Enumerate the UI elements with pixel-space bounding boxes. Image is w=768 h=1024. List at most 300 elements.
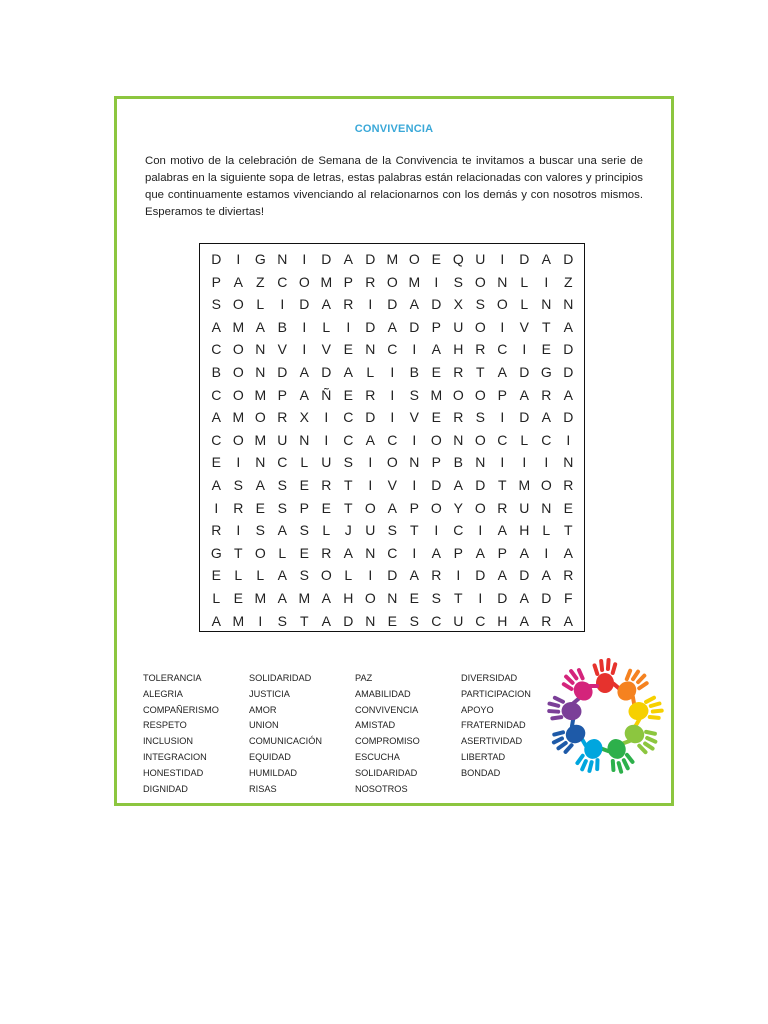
grid-letter: T	[234, 544, 243, 561]
grid-letter: I	[368, 454, 373, 471]
grid-letter: N	[365, 612, 376, 629]
grid-letter: O	[232, 386, 244, 403]
grid-letter: A	[475, 544, 485, 561]
grid-letter: C	[211, 341, 222, 358]
grid-letter: H	[497, 612, 508, 629]
grid-letter: B	[211, 364, 221, 380]
grid-letter: I	[544, 544, 549, 561]
grid-letter: O	[254, 544, 266, 561]
grid-letter: S	[299, 522, 309, 539]
grid-letter: E	[255, 499, 265, 516]
grid-letter: A	[211, 477, 221, 493]
grid-letter: A	[519, 386, 529, 403]
grid-letter: S	[277, 499, 287, 516]
grid-letter: D	[387, 296, 398, 313]
grid-letter: N	[277, 251, 288, 267]
grid-letter: I	[500, 318, 505, 335]
grid-letter: U	[277, 431, 288, 448]
grid-letter: S	[453, 273, 463, 290]
grid-letter: H	[519, 522, 530, 539]
grid-letter: A	[519, 612, 529, 629]
grid-row	[206, 587, 578, 609]
grid-letter: I	[434, 273, 439, 290]
grid-letter: T	[454, 590, 463, 606]
worksheet	[114, 96, 674, 806]
grid-letter: U	[519, 499, 530, 516]
grid-letter: V	[409, 409, 419, 426]
grid-letter: I	[522, 454, 527, 471]
grid-letter: P	[497, 386, 507, 403]
grid-letter: C	[211, 431, 222, 448]
grid-letter: A	[541, 251, 551, 267]
grid-letter: E	[211, 567, 221, 584]
grid-letter: S	[409, 612, 419, 629]
word-item: APOYO	[461, 704, 494, 715]
grid-letter: M	[232, 612, 245, 629]
grid-letter: O	[474, 499, 486, 516]
grid-letter: R	[321, 477, 332, 493]
word-item: JUSTICIA	[249, 688, 290, 699]
grid-row	[206, 564, 578, 586]
grid-letter: N	[255, 341, 266, 358]
grid-letter: C	[387, 341, 398, 358]
word-item: TOLERANCIA	[143, 673, 202, 683]
grid-row	[206, 384, 578, 406]
grid-row	[206, 610, 578, 632]
grid-letter: I	[478, 590, 483, 606]
grid-letter: T	[564, 522, 573, 539]
word-item: AMABILIDAD	[355, 688, 411, 699]
word-column	[355, 671, 420, 797]
grid-letter: F	[564, 590, 573, 606]
grid-letter: O	[364, 499, 376, 516]
grid-letter: V	[277, 341, 287, 358]
grid-letter: D	[321, 364, 332, 380]
word-item: DIVERSIDAD	[461, 673, 518, 683]
grid-letter: O	[540, 477, 552, 493]
grid-letter: I	[412, 341, 417, 358]
word-item: RESPETO	[143, 720, 187, 731]
grid-letter: Z	[564, 273, 573, 290]
grid-letter: I	[368, 477, 373, 493]
grid-letter: M	[408, 273, 421, 290]
grid-row	[206, 474, 578, 496]
grid-letter: R	[233, 499, 244, 516]
grid-letter: I	[500, 251, 505, 267]
grid-letter: D	[365, 251, 376, 267]
grid-letter: H	[343, 590, 354, 606]
grid-letter: A	[387, 499, 397, 516]
grid-letter: T	[344, 477, 353, 493]
grid-letter: I	[214, 499, 219, 516]
grid-letter: N	[299, 431, 310, 448]
grid-letter: P	[431, 318, 441, 335]
grid-letter: C	[475, 612, 486, 629]
grid-letter: T	[476, 364, 485, 380]
word-item: COMPROMISO	[355, 736, 420, 747]
grid-letter: R	[563, 567, 574, 584]
grid-letter: L	[256, 567, 265, 584]
grid-letter: T	[300, 612, 309, 629]
grid-letter: L	[234, 567, 243, 584]
grid-letter: V	[387, 477, 397, 493]
word-column	[461, 671, 531, 782]
grid-letter: C	[343, 409, 354, 426]
grid-letter: A	[497, 522, 507, 539]
grid-letter: I	[324, 431, 329, 448]
grid-letter: A	[541, 409, 551, 426]
page-title: CONVIVENCIA	[354, 123, 434, 135]
grid-letter: A	[563, 544, 573, 561]
grid-letter: T	[344, 499, 353, 516]
grid-letter: L	[344, 567, 353, 584]
grid-row	[206, 406, 578, 428]
grid-letter: M	[254, 386, 267, 403]
grid-letter: U	[475, 251, 486, 267]
grid-letter: B	[453, 454, 463, 471]
grid-row	[206, 271, 578, 293]
grid-letter: A	[277, 522, 287, 539]
grid-letter: O	[496, 296, 508, 313]
grid-letter: D	[387, 567, 398, 584]
grid-letter: C	[497, 341, 508, 358]
grid-letter: E	[563, 499, 573, 516]
word-item: COMPAÑERISMO	[143, 704, 219, 715]
grid-letter: A	[343, 364, 353, 380]
grid-letter: C	[541, 431, 552, 448]
grid-letter: M	[254, 431, 267, 448]
grid-letter: N	[497, 273, 508, 290]
grid-letter: N	[541, 296, 552, 313]
grid-letter: L	[212, 590, 221, 606]
grid-row	[206, 316, 578, 338]
grid-letter: A	[211, 318, 221, 335]
grid-letter: R	[541, 612, 552, 629]
grid-letter: I	[522, 341, 527, 358]
grid-letter: N	[541, 499, 552, 516]
grid-letter: R	[497, 499, 508, 516]
grid-letter: A	[497, 567, 507, 584]
grid-letter: P	[299, 499, 309, 516]
grid-letter: Z	[256, 273, 265, 290]
colorful-hands-logo	[545, 647, 665, 781]
grid-letter: R	[541, 386, 552, 403]
grid-letter: D	[431, 296, 442, 313]
grid-row	[206, 542, 578, 564]
grid-letter: R	[321, 544, 332, 561]
grid-letter: A	[233, 273, 243, 290]
grid-row	[206, 451, 578, 473]
word-item: INTEGRACION	[143, 751, 207, 762]
grid-letter: T	[498, 477, 507, 493]
grid-letter: S	[255, 522, 265, 539]
grid-letter: L	[542, 522, 551, 539]
grid-letter: M	[518, 477, 531, 493]
grid-letter: C	[453, 522, 464, 539]
grid-letter: A	[497, 364, 507, 380]
grid-letter: N	[563, 454, 574, 471]
grid-letter: N	[453, 431, 464, 448]
grid-letter: O	[320, 567, 332, 584]
grid-letter: I	[544, 273, 549, 290]
word-item: RISAS	[249, 783, 277, 794]
grid-letter: I	[236, 251, 241, 267]
grid-letter: O	[232, 364, 244, 380]
grid-letter: S	[387, 522, 397, 539]
word-item: HONESTIDAD	[143, 767, 204, 778]
grid-letter: M	[320, 273, 333, 290]
grid-letter: C	[497, 431, 508, 448]
grid-letter: I	[412, 477, 417, 493]
grid-letter: P	[211, 273, 221, 290]
word-item: BONDAD	[461, 767, 501, 778]
grid-letter: I	[390, 364, 395, 380]
grid-letter: D	[431, 477, 442, 493]
grid-letter: T	[410, 522, 419, 539]
grid-letter: R	[343, 296, 354, 313]
grid-letter: D	[563, 364, 574, 380]
word-item: ESCUCHA	[355, 751, 400, 762]
word-column	[249, 671, 322, 797]
grid-letter: A	[431, 341, 441, 358]
grid-letter: E	[299, 544, 309, 561]
word-search-grid	[199, 243, 585, 632]
grid-letter: O	[430, 499, 442, 516]
grid-letter: I	[236, 522, 241, 539]
grid-letter: I	[544, 454, 549, 471]
grid-letter: A	[211, 409, 221, 426]
grid-letter: U	[453, 612, 464, 629]
grid-letter: O	[386, 454, 398, 471]
grid-letter: E	[431, 251, 441, 267]
grid-letter: E	[409, 590, 419, 606]
grid-letter: Q	[452, 251, 464, 267]
grid-letter: I	[280, 296, 285, 313]
grid-letter: A	[277, 590, 287, 606]
grid-letter: A	[387, 318, 397, 335]
grid-letter: N	[475, 454, 486, 471]
grid-letter: L	[322, 318, 331, 335]
grid-letter: I	[412, 544, 417, 561]
grid-letter: O	[474, 318, 486, 335]
grid-letter: D	[365, 409, 376, 426]
grid-letter: A	[431, 544, 441, 561]
word-item: SOLIDARIDAD	[249, 673, 312, 683]
grid-letter: S	[475, 296, 485, 313]
word-item: PAZ	[355, 673, 373, 683]
grid-letter: A	[541, 567, 551, 584]
grid-letter: O	[474, 386, 486, 403]
grid-letter: I	[434, 522, 439, 539]
grid-letter: I	[302, 251, 307, 267]
grid-letter: N	[255, 364, 266, 380]
grid-letter: V	[321, 341, 331, 358]
grid-letter: M	[298, 590, 311, 606]
grid-letter: Ñ	[321, 386, 332, 403]
grid-letter: I	[346, 318, 351, 335]
grid-letter: S	[277, 612, 287, 629]
grid-letter: I	[324, 409, 329, 426]
grid-letter: E	[299, 477, 309, 493]
word-item: EQUIDAD	[249, 751, 291, 762]
grid-letter: A	[409, 296, 419, 313]
grid-letter: L	[366, 364, 375, 380]
grid-letter: A	[343, 251, 353, 267]
grid-letter: O	[474, 431, 486, 448]
grid-letter: E	[211, 454, 221, 471]
grid-letter: O	[430, 431, 442, 448]
grid-letter: C	[431, 612, 442, 629]
grid-letter: P	[277, 386, 287, 403]
grid-letter: D	[563, 341, 574, 358]
grid-letter: R	[365, 386, 376, 403]
grid-letter: L	[322, 522, 331, 539]
grid-letter: A	[255, 477, 265, 493]
grid-letter: E	[431, 364, 441, 380]
word-item: INCLUSION	[143, 736, 194, 747]
grid-letter: A	[519, 590, 529, 606]
grid-letter: M	[386, 251, 399, 267]
grid-letter: O	[254, 409, 266, 426]
grid-letter: A	[277, 567, 287, 584]
word-item: DIGNIDAD	[143, 783, 188, 794]
grid-letter: D	[211, 251, 222, 267]
grid-letter: D	[563, 409, 574, 426]
grid-letter: U	[365, 522, 376, 539]
grid-letter: G	[210, 544, 222, 561]
hand-print	[545, 715, 590, 758]
grid-letter: A	[519, 544, 529, 561]
word-item: FRATERNIDAD	[461, 720, 526, 731]
grid-letter: E	[343, 341, 353, 358]
grid-letter: G	[254, 251, 266, 267]
grid-row	[206, 497, 578, 519]
grid-letter: N	[365, 341, 376, 358]
grid-letter: L	[256, 296, 265, 313]
grid-letter: A	[563, 612, 573, 629]
grid-letter: E	[321, 499, 331, 516]
grid-letter: X	[453, 296, 463, 313]
grid-letter: D	[475, 567, 486, 584]
grid-letter: A	[255, 318, 265, 335]
word-item: SOLIDARIDAD	[355, 767, 418, 778]
grid-letter: N	[563, 296, 574, 313]
grid-letter: A	[321, 590, 331, 606]
grid-letter: U	[321, 454, 332, 471]
grid-letter: D	[343, 612, 354, 629]
grid-letter: U	[453, 318, 464, 335]
grid-letter: C	[387, 431, 398, 448]
grid-letter: A	[365, 431, 375, 448]
grid-letter: D	[475, 477, 486, 493]
grid-letter: S	[431, 590, 441, 606]
grid-letter: O	[452, 386, 464, 403]
grid-row	[206, 248, 578, 270]
grid-letter: R	[365, 273, 376, 290]
grid-letter: A	[321, 296, 331, 313]
grid-letter: A	[211, 612, 221, 629]
grid-letter: D	[497, 590, 508, 606]
grid-letter: I	[500, 409, 505, 426]
grid-letter: L	[520, 296, 529, 313]
grid-letter: P	[343, 273, 353, 290]
grid-row	[206, 429, 578, 451]
word-item: NOSOTROS	[355, 783, 408, 794]
grid-letter: H	[453, 341, 464, 358]
grid-letter: I	[456, 567, 461, 584]
grid-letter: L	[520, 273, 529, 290]
grid-letter: C	[277, 273, 288, 290]
grid-letter: E	[343, 386, 353, 403]
grid-letter: D	[321, 251, 332, 267]
grid-letter: A	[321, 612, 331, 629]
word-item: ASERTIVIDAD	[461, 736, 523, 747]
grid-letter: D	[541, 590, 552, 606]
word-item: HUMILDAD	[249, 767, 297, 778]
grid-letter: L	[278, 544, 287, 561]
grid-letter: E	[431, 409, 441, 426]
grid-letter: R	[475, 341, 486, 358]
grid-letter: A	[563, 386, 573, 403]
grid-letter: I	[390, 409, 395, 426]
grid-letter: N	[387, 590, 398, 606]
grid-letter: C	[211, 386, 222, 403]
grid-letter: V	[519, 318, 529, 335]
grid-letter: R	[431, 567, 442, 584]
grid-letter: M	[254, 590, 267, 606]
grid-letter: A	[299, 386, 309, 403]
grid-row	[206, 361, 578, 383]
word-item: AMOR	[249, 704, 277, 715]
grid-letter: I	[302, 341, 307, 358]
grid-letter: A	[453, 477, 463, 493]
grid-letter: I	[566, 431, 571, 448]
grid-letter: D	[519, 409, 530, 426]
grid-letter: B	[409, 364, 419, 380]
grid-letter: I	[368, 567, 373, 584]
word-item: CONVIVENCIA	[355, 704, 419, 715]
grid-letter: D	[299, 296, 310, 313]
grid-letter: B	[277, 318, 287, 335]
word-item: ALEGRIA	[143, 688, 183, 699]
grid-letter: N	[409, 454, 420, 471]
grid-letter: E	[233, 590, 243, 606]
word-item: LIBERTAD	[461, 751, 506, 762]
grid-letter: N	[365, 544, 376, 561]
grid-letter: O	[298, 273, 310, 290]
grid-letter: S	[475, 409, 485, 426]
grid-letter: O	[232, 431, 244, 448]
grid-letter: C	[387, 544, 398, 561]
grid-letter: S	[211, 296, 221, 313]
grid-letter: R	[563, 477, 574, 493]
grid-letter: R	[211, 522, 222, 539]
grid-letter: Y	[453, 499, 463, 516]
grid-letter: D	[563, 251, 574, 267]
grid-letter: N	[255, 454, 266, 471]
grid-letter: A	[299, 364, 309, 380]
word-column	[143, 671, 219, 797]
grid-letter: X	[299, 409, 309, 426]
grid-letter: L	[520, 431, 529, 448]
grid-letter: I	[302, 318, 307, 335]
grid-letter: R	[453, 364, 464, 380]
grid-letter: P	[453, 544, 463, 561]
grid-letter: D	[519, 567, 530, 584]
grid-letter: I	[412, 431, 417, 448]
grid-letter: D	[277, 364, 288, 380]
grid-letter: A	[343, 544, 353, 561]
